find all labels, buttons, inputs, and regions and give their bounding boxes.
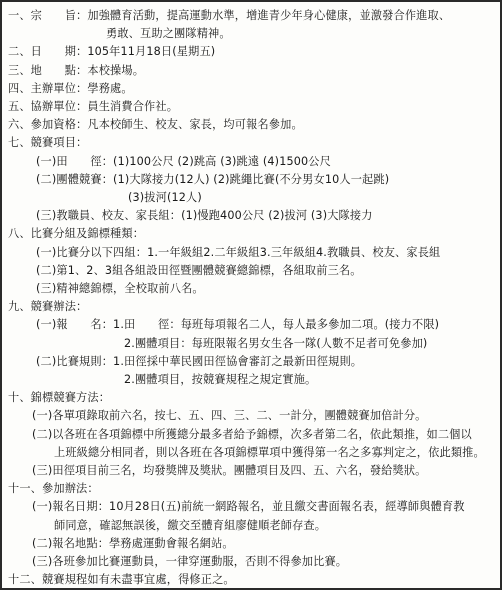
doc-line-4: 四、主辦單位：學務處。 bbox=[8, 81, 133, 95]
doc-line-23: (二)以各班在各項錦標中所獲總分最多者給予錦標，次多者第二名，依此類推，如二個以 bbox=[32, 427, 472, 441]
doc-line-13: (一)比賽分以下四組：1.一年級組2.二年級組3.三年級組4.教職員、校友、家長組 bbox=[36, 245, 441, 259]
doc-line-9: (二)團體競賽：(1)大隊接力(12人) (2)跳繩比賽(不分男女10人一起跳) bbox=[36, 172, 390, 186]
doc-line-19: (二)比賽規則：1.田徑採中華民國田徑協會審訂之最新田徑規則。 bbox=[36, 354, 363, 368]
doc-line-11: (三)教職員、校友、家長組：(1)慢跑400公尺 (2)拔河 (3)大隊接力 bbox=[36, 209, 373, 223]
doc-line-15: (三)精神總錦標，全校取前八名。 bbox=[36, 282, 204, 295]
doc-line-20: 2.團體項目，按競賽規程之規定實施。 bbox=[124, 373, 317, 386]
doc-line-17: (一)報 名：1.田 徑：每班每項報名二人，每人最多參加二項。(接力不限) bbox=[36, 318, 440, 332]
doc-line-2: 二、日 期：105年11月18日(星期五) bbox=[8, 45, 216, 59]
doc-line-25: (三)田徑項目前三名，均發獎牌及獎狀。團體項目及四、五、六名，發給獎狀。 bbox=[32, 464, 427, 477]
doc-line-1: 勇敢、互助之團隊精神。 bbox=[106, 27, 231, 41]
doc-line-30: (三)各班參加比賽運動員，一律穿運動服，否則不得參加比賽。 bbox=[32, 555, 348, 568]
doc-line-28: 師同意，確認無誤後，繳交至體育組廖健順老師存查。 bbox=[54, 518, 327, 532]
doc-line-8: (一)田 徑：(1)100公尺 (2)跳高 (3)跳遠 (4)1500公尺 bbox=[36, 154, 331, 168]
doc-line-27: (一)報名日期：10月28日(五)前統一網路報名，並且繳交書面報名表，經導師與體育教 bbox=[32, 500, 465, 514]
doc-line-7: 七、競賽項目： bbox=[8, 136, 88, 150]
doc-line-18: 2.團體項目：每班限報名男女生各一隊(人數不足者可免參加) bbox=[124, 336, 428, 350]
doc-line-5: 五、協辦單位：員生消費合作社。 bbox=[8, 100, 179, 113]
doc-line-21: 十、錦標競賽方法： bbox=[8, 391, 111, 405]
doc-line-3: 三、地 點：本校操場。 bbox=[8, 63, 145, 77]
doc-line-6: 六、參加資格：凡本校師生、校友、家長，均可報名參加。 bbox=[8, 118, 303, 132]
doc-line-24: 上班級總分相同者，則以各班在各項錦標單項中獲得第一名之多寡判定之，依此類推。 bbox=[54, 445, 485, 459]
doc-line-31: 十二、競賽規程如有未盡事宜處，得修正之。 bbox=[8, 573, 235, 587]
doc-line-29: (二)報名地點：學務處運動會報名網站。 bbox=[32, 536, 234, 550]
doc-line-22: (一)各單項錄取前六名，按七、五、四、三、二、一計分，團體競賽加倍計分。 bbox=[32, 409, 427, 423]
doc-line-0: 一、宗 旨：加強體育活動，提高運動水準，增進青少年身心健康，並激發合作進取、 bbox=[8, 9, 451, 22]
doc-line-10: (3)拔河(12人) bbox=[128, 191, 202, 204]
doc-line-14: (二)第1、2、3組各組設田徑暨團體競賽總錦標，各組取前三名。 bbox=[36, 263, 362, 277]
doc-line-26: 十一、參加辦法： bbox=[8, 482, 99, 496]
doc-line-12: 八、比賽分組及錦標種類： bbox=[8, 227, 145, 241]
doc-line-16: 九、競賽辦法： bbox=[8, 300, 88, 314]
